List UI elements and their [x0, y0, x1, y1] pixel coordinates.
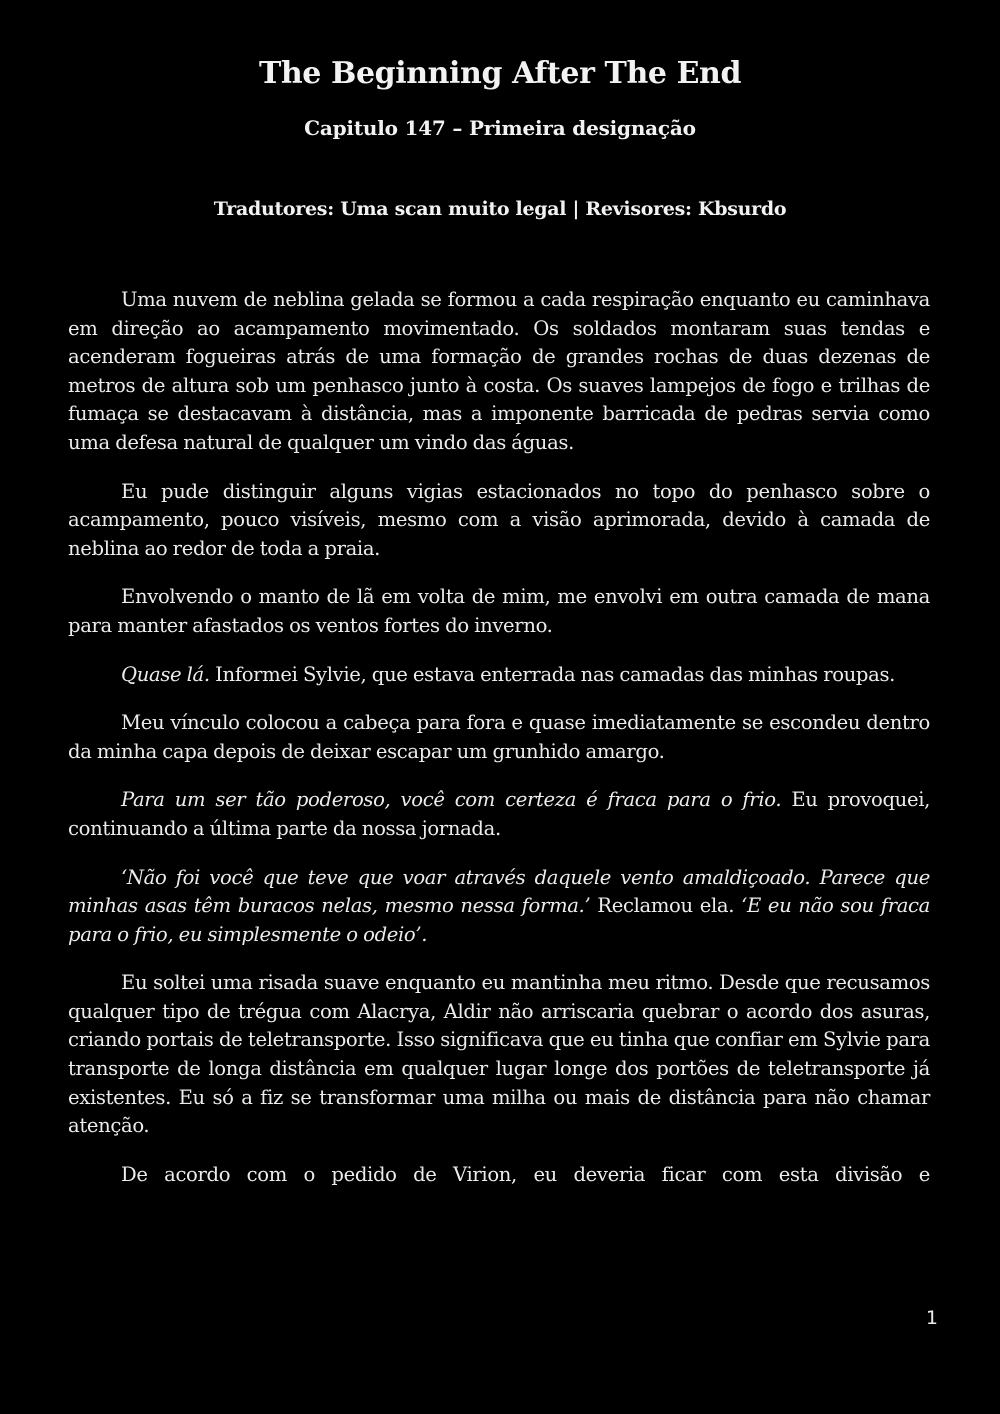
paragraph-text: Eu provoquei, continuando a última parte da nossa jornada.: [68, 788, 930, 840]
paragraph-7: [68, 864, 930, 950]
paragraph-italic: ‘E eu não sou fraca para o frio, eu simplesmente o odeio’.: [68, 894, 930, 946]
paragraph-8: [68, 969, 930, 1141]
paragraph-text: Envolvendo o manto de lã em volta de mim, me envolvi em outra camada de mana para manter afastados os ventos fortes do inverno.: [68, 585, 930, 637]
paragraph-6: [68, 786, 930, 843]
page-number: 1: [925, 1307, 938, 1329]
paragraph-2: [68, 478, 930, 564]
paragraph-1: [68, 286, 930, 458]
paragraph-5: [68, 709, 930, 766]
document-title: The Beginning After The End: [258, 56, 742, 91]
chapter-body: [68, 286, 930, 1209]
paragraph-3: [68, 583, 930, 640]
paragraph-9: [68, 1161, 930, 1190]
chapter-title: Capitulo 147 – Primeira designação: [304, 116, 696, 140]
paragraph-text: Uma nuvem de neblina gelada se formou a cada respiração enquanto eu caminhava em direção ao acampamento movimentado. Os soldados montaram suas tendas e acenderam fogueiras atrás de uma formação de grandes rochas de duas dezenas de metros de altura sob um penhasco junto à costa. Os suaves lampejos de fogo e trilhas de fumaça se destacavam à distância, mas a imponente barricada de pedras servia como uma defesa natural de qualquer um vindo das águas.: [68, 288, 930, 454]
paragraph-text: Reclamou ela.: [590, 894, 742, 918]
paragraph-italic: Quase lá.: [121, 662, 210, 686]
paragraph-4: [68, 661, 930, 690]
paragraph-text: Informei Sylvie, que estava enterrada nas camadas das minhas roupas.: [209, 662, 896, 686]
paragraph-italic: Para um ser tão poderoso, você com certeza é fraca para o frio.: [121, 788, 782, 812]
paragraph-text: Eu pude distinguir alguns vigias estacionados no topo do penhasco sobre o acampamento, pouco visíveis, mesmo com a visão aprimorada, devido à camada de neblina ao redor de toda a praia.: [68, 479, 930, 560]
paragraph-text: Eu soltei uma risada suave enquanto eu mantinha meu ritmo. Desde que recusamos qualquer tipo de trégua com Alacrya, Aldir não arriscaria quebrar o acordo dos asuras, criando portais de teletransporte. Isso significava que eu tinha que confiar em Sylvie para transporte de longa distância em qualquer lugar longe dos portões de teletransporte já existentes. Eu só a fiz se transformar uma milha ou mais de distância para não chamar atenção.: [68, 971, 930, 1138]
paragraph-text: Meu vínculo colocou a cabeça para fora e quase imediatamente se escondeu dentro da minha capa depois de deixar escapar um grunhido amargo.: [68, 711, 930, 763]
credits-line: Tradutores: Uma scan muito legal | Revisores: Kbsurdo: [213, 198, 787, 220]
paragraph-text: De acordo com o pedido de Virion, eu deveria ficar com esta divisão e: [121, 1162, 930, 1186]
paragraph-italic: ‘Não foi você que teve que voar através daquele vento amaldiçoado. Parece que minhas asas têm buracos nelas, mesmo nessa forma.’: [68, 865, 930, 918]
